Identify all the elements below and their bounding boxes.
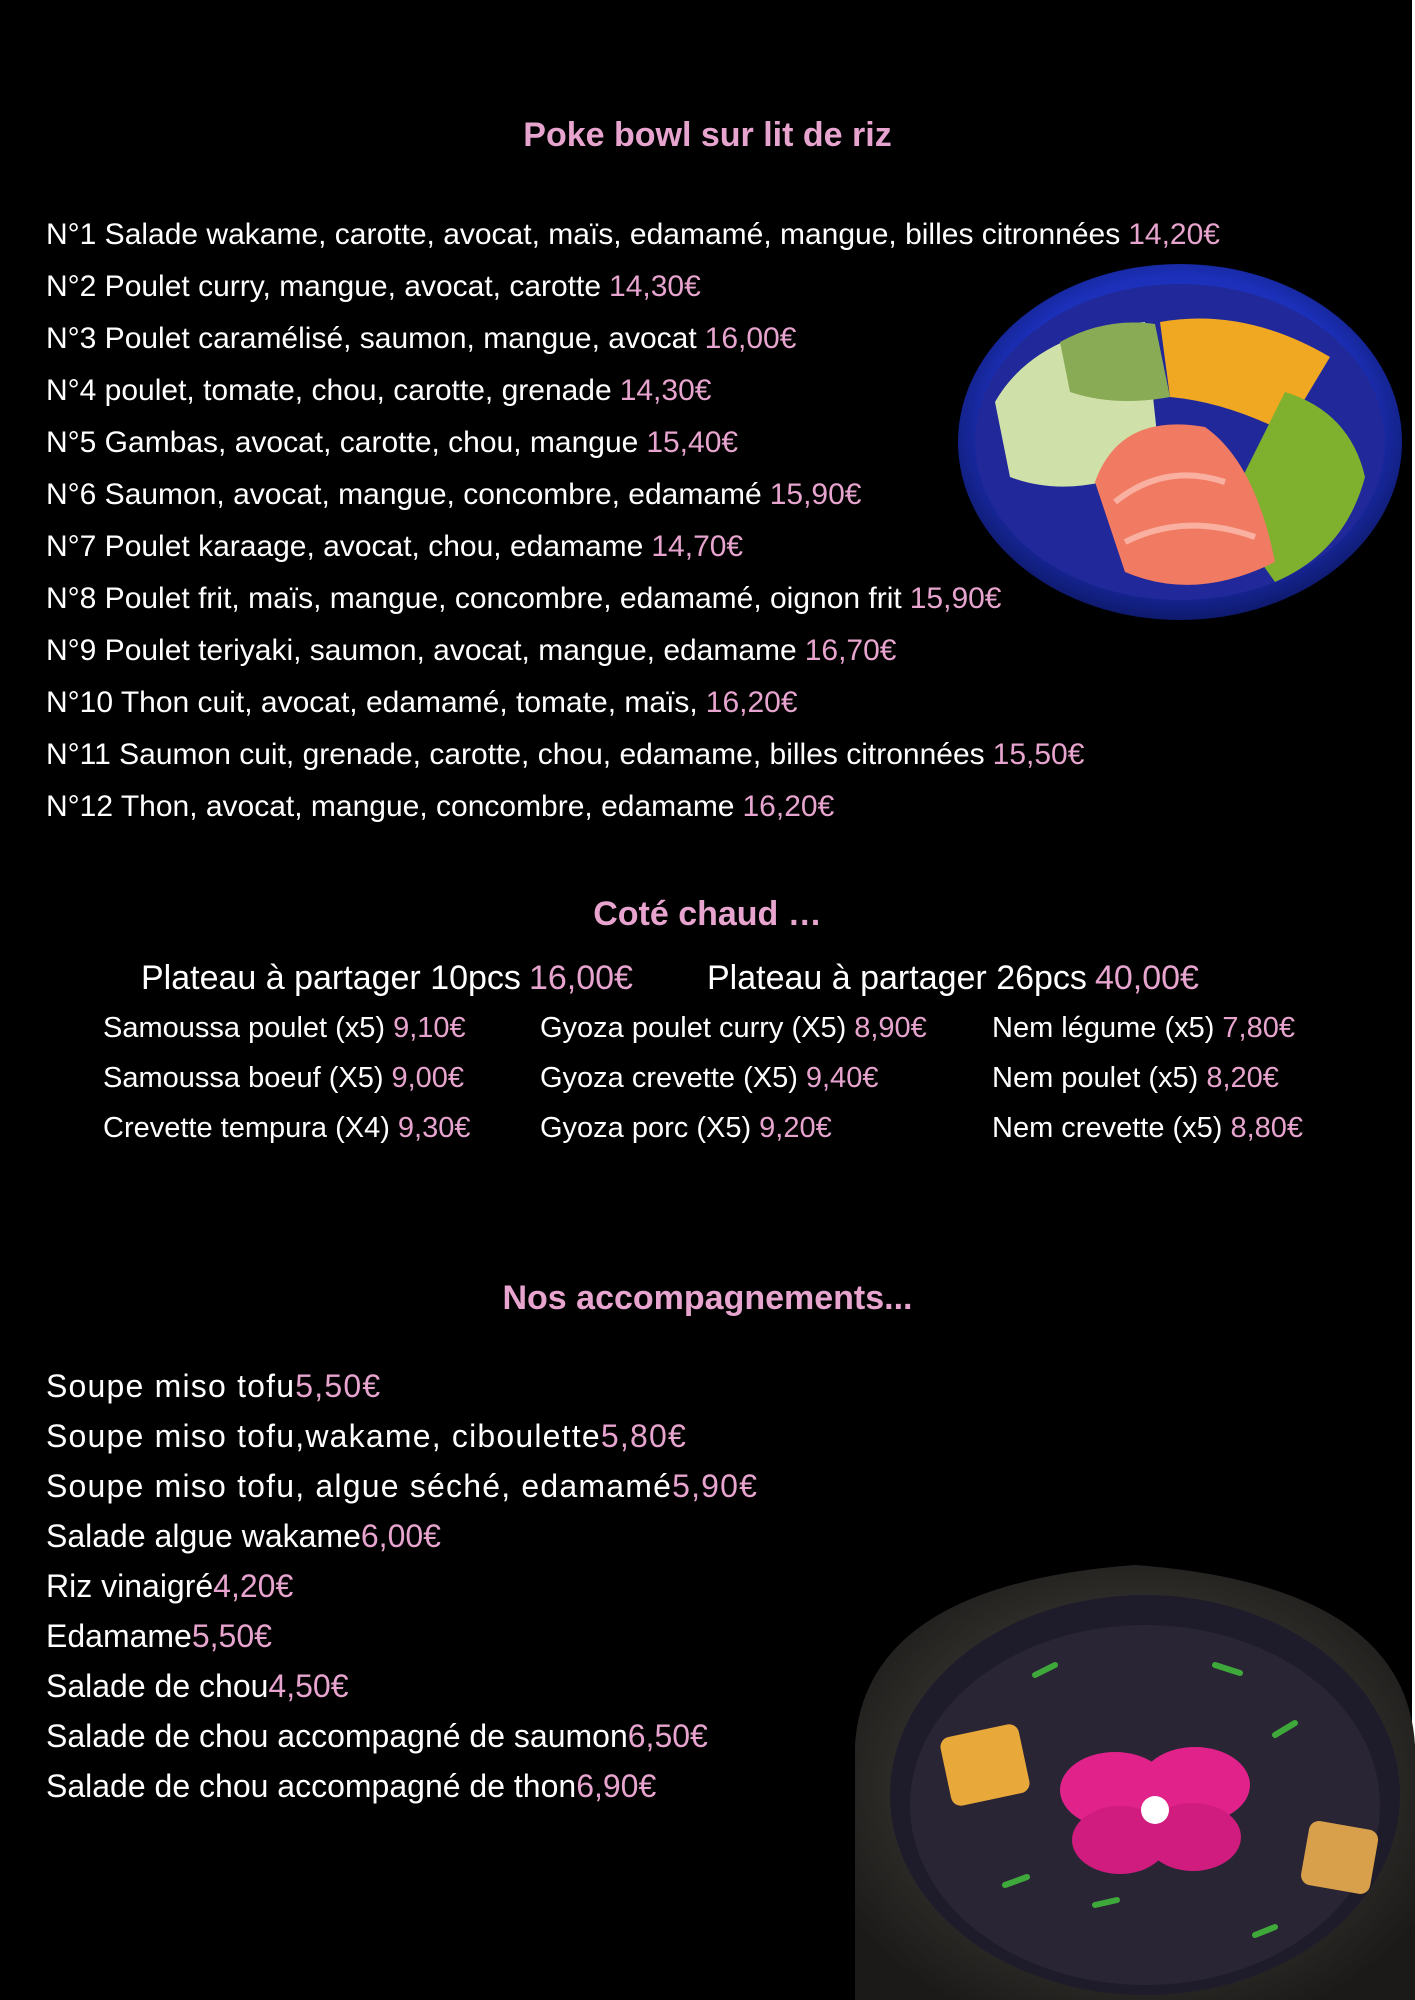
poke-item	[46, 685, 798, 721]
poke-item	[46, 581, 1002, 617]
accomp-item	[46, 1466, 758, 1506]
item-price: 4,50€	[268, 1668, 349, 1704]
item-name: Nem légume (x5)	[992, 1012, 1215, 1044]
poke-item	[46, 425, 738, 461]
item-price: 14,30€	[619, 374, 712, 407]
poke-item	[46, 321, 796, 357]
plateau-price: 16,00€	[528, 959, 633, 997]
item-price: 8,80€	[1230, 1112, 1304, 1144]
plateau-price: 40,00€	[1094, 959, 1199, 997]
item-price: 9,20€	[759, 1112, 832, 1144]
item-price: 5,90€	[672, 1468, 759, 1504]
item-price: 16,00€	[704, 322, 797, 355]
item-price: 8,20€	[1206, 1062, 1279, 1094]
item-price: 9,30€	[397, 1112, 471, 1144]
item-name: N°9 Poulet teriyaki, saumon, avocat, mangue, edamame	[46, 634, 797, 667]
item-price: 5,80€	[600, 1418, 687, 1454]
item-name: N°4 poulet, tomate, chou, carotte, grenade	[46, 374, 612, 407]
item-price: 4,20€	[213, 1568, 294, 1604]
poke-item	[46, 633, 896, 669]
poke-item	[46, 529, 743, 565]
item-name: Soupe miso tofu, algue séché, edamamé	[46, 1468, 673, 1504]
item-price: 5,50€	[295, 1368, 382, 1404]
plateau-10pcs	[141, 958, 633, 998]
chaud-item	[992, 1111, 1303, 1145]
chaud-item	[540, 1011, 927, 1045]
poke-section-title: Poke bowl sur lit de riz	[523, 116, 892, 154]
item-name: Riz vinaigré	[46, 1568, 214, 1604]
chaud-item	[103, 1111, 470, 1145]
miso-soup-image	[855, 1555, 1415, 2000]
item-price: 14,70€	[651, 530, 744, 563]
accomp-item	[46, 1366, 381, 1406]
item-name: N°12 Thon, avocat, mangue, concombre, edamame	[46, 790, 735, 823]
item-name: Salade de chou accompagné de thon	[46, 1768, 577, 1804]
item-name: Samoussa poulet (x5)	[103, 1012, 386, 1044]
poke-item	[46, 217, 1220, 253]
plateau-26pcs	[707, 958, 1199, 998]
item-price: 6,90€	[576, 1768, 657, 1804]
poke-item	[46, 269, 701, 305]
accomp-item	[46, 1566, 293, 1606]
item-name: Soupe miso tofu,wakame, ciboulette	[46, 1418, 601, 1454]
poke-item	[46, 373, 711, 409]
item-price: 9,00€	[391, 1062, 465, 1094]
poke-bowl-image	[955, 262, 1405, 632]
accomp-item	[46, 1666, 348, 1706]
item-price: 14,20€	[1128, 218, 1220, 251]
poke-item	[46, 737, 1084, 773]
item-name: Gyoza poulet curry (X5)	[540, 1012, 847, 1044]
item-price: 7,80€	[1222, 1012, 1295, 1044]
chaud-item	[540, 1111, 832, 1145]
chaud-item	[103, 1061, 464, 1095]
item-price: 16,70€	[804, 634, 897, 667]
item-name: N°1 Salade wakame, carotte, avocat, maïs, edamamé, mangue, billes citronnées	[46, 218, 1121, 251]
accomp-section-title: Nos accompagnements...	[502, 1279, 913, 1317]
item-name: Gyoza crevette (X5)	[540, 1062, 798, 1094]
accomp-item	[46, 1516, 441, 1556]
item-price: 9,40€	[805, 1062, 879, 1094]
poke-item	[46, 477, 861, 513]
item-name: N°8 Poulet frit, maïs, mangue, concombre, edamamé, oignon frit	[46, 582, 902, 615]
item-price: 15,50€	[992, 738, 1085, 771]
accomp-item	[46, 1766, 656, 1806]
item-price: 5,50€	[191, 1618, 272, 1654]
accomp-item	[46, 1616, 272, 1656]
item-price: 14,30€	[609, 270, 701, 303]
item-name: Soupe miso tofu	[46, 1368, 296, 1404]
item-name: Salade de chou	[46, 1668, 269, 1704]
item-price: 15,40€	[646, 426, 739, 459]
chaud-item	[992, 1011, 1295, 1045]
item-name: N°6 Saumon, avocat, mangue, concombre, edamamé	[46, 478, 762, 511]
item-name: N°3 Poulet caramélisé, saumon, mangue, avocat	[46, 322, 697, 355]
accomp-item	[46, 1716, 708, 1756]
item-name: Samoussa boeuf (X5)	[103, 1062, 384, 1094]
accomp-item	[46, 1416, 687, 1456]
item-name: N°10 Thon cuit, avocat, edamamé, tomate, maïs,	[46, 686, 698, 719]
item-price: 9,10€	[393, 1012, 466, 1044]
chaud-item	[992, 1061, 1279, 1095]
item-name: N°7 Poulet karaage, avocat, chou, edamame	[46, 530, 644, 563]
item-price: 6,00€	[360, 1518, 441, 1554]
item-price: 8,90€	[854, 1012, 927, 1044]
item-price: 15,90€	[909, 582, 1002, 615]
item-name: Nem crevette (x5)	[992, 1112, 1223, 1144]
item-name: Salade de chou accompagné de saumon	[46, 1718, 628, 1754]
chaud-section-title: Coté chaud …	[593, 895, 822, 933]
item-name: Nem poulet (x5)	[992, 1062, 1199, 1094]
item-name: Crevette tempura (X4)	[103, 1112, 390, 1144]
item-price: 16,20€	[742, 790, 835, 823]
item-name: Salade algue wakame	[46, 1518, 361, 1554]
poke-item	[46, 789, 834, 825]
chaud-item	[540, 1061, 878, 1095]
item-name: N°11 Saumon cuit, grenade, carotte, chou, edamame, billes citronnées	[46, 738, 985, 771]
item-price: 16,20€	[705, 686, 798, 719]
plateau-name: Plateau à partager 26pcs	[707, 959, 1087, 997]
item-price: 6,50€	[627, 1718, 708, 1754]
item-name: N°5 Gambas, avocat, carotte, chou, mangue	[46, 426, 639, 459]
plateau-name: Plateau à partager 10pcs	[141, 959, 521, 997]
item-name: Gyoza porc (X5)	[540, 1112, 752, 1144]
chaud-item	[103, 1011, 466, 1045]
item-price: 15,90€	[769, 478, 862, 511]
item-name: Edamame	[46, 1618, 192, 1654]
item-name: N°2 Poulet curry, mangue, avocat, carotte	[46, 270, 602, 303]
